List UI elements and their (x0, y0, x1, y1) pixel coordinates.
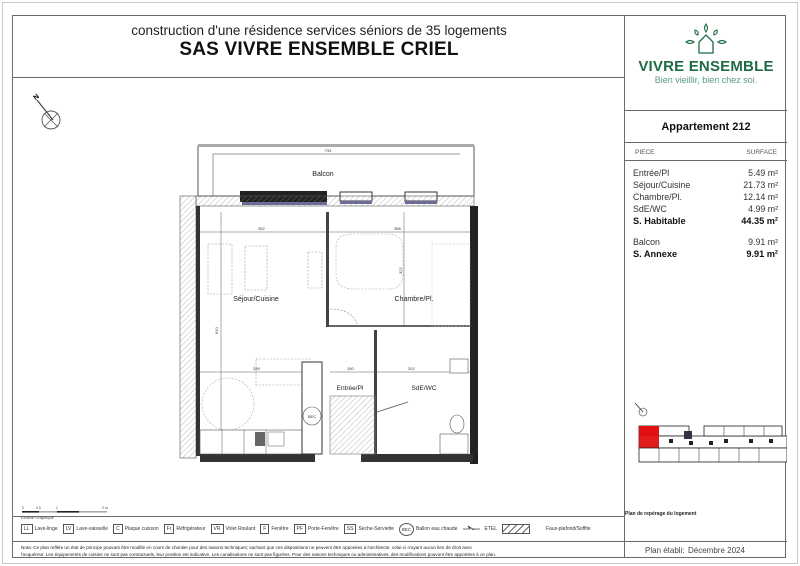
legend-code: PF (294, 524, 306, 534)
room-surface: 9.91 m² (748, 237, 778, 247)
habitable-label: S. Habitable (633, 216, 686, 226)
plan-date-block (625, 541, 787, 559)
legend-item-f (260, 524, 288, 534)
project-subtitle: construction d'une résidence services séniors de 35 logements (131, 23, 507, 38)
table-row (625, 168, 787, 180)
legend-label: Porte-Fenêtre (307, 526, 339, 532)
legend-code: LV (63, 524, 75, 534)
legend-code: LL (21, 524, 33, 534)
room-label-chambre: Chambre/Pl. (394, 296, 434, 303)
info-panel (625, 16, 787, 557)
legend-label: Ballon eau chaude (416, 526, 458, 532)
key-plan-caption: Plan de repérage du logement (625, 511, 697, 517)
north-arrow-small-icon (635, 403, 647, 416)
hatch-swatch-icon (502, 524, 530, 534)
room-name: SdE/WC (633, 204, 667, 214)
legend-label: Lave-linge (34, 526, 58, 532)
lightning-arrow-icon (462, 525, 482, 533)
room-label-entree: Entrée/Pl (336, 385, 364, 392)
legend-label: Lave-vaisselle (76, 526, 109, 532)
legend-label: Volet Roulant (225, 526, 256, 532)
north-arrow-icon (31, 90, 65, 134)
note-line-2: l'acquéreur. Les équipements de cuisine ne sont pas contractuels, leur position est indicative. Les canalisations ne sont pas figurées. Pour des raisons techniques ou administratives, des modifications pouvont être apportées à ce plan. (21, 551, 497, 557)
room-name: Balcon (633, 237, 660, 247)
dim-balcon-width: 733 (324, 148, 332, 153)
legend-label: Sèche-Serviette (358, 526, 395, 532)
note-line-1: Nota: Ce plan reflète un état de principe pouvant être modifié en cours de chantier pour des raisons techniques; sachant que ces dispositions ne peuvent être opposées à l'architecte, celui-ci n'ayant aucun lien de droit avec (21, 545, 472, 550)
legend-label: Plaque cuisson (124, 526, 159, 532)
dim-chambre-width: 358 (394, 226, 401, 231)
legend-item-ll (21, 524, 58, 534)
legend-label: Réfrigérateur (176, 526, 206, 532)
column-header-piece: PIECE (635, 149, 655, 156)
title-block (13, 16, 625, 78)
project-title: SAS VIVRE ENSEMBLE CRIEL (179, 39, 459, 60)
room-label-sde-wc: SdE/WC (411, 385, 437, 392)
legend-label: Faux-plafond/Soffite (546, 526, 591, 532)
legend-code: C (113, 524, 123, 534)
legend-item-c (113, 524, 159, 534)
legend-code: Fr (164, 524, 175, 534)
legend-item-ss (344, 524, 394, 534)
dim-entree-width: 150 (347, 366, 354, 371)
fixture-bec: BEC (307, 414, 317, 419)
scale-tick-2m: 2 m (102, 506, 108, 510)
plan-sheet (12, 15, 786, 558)
room-surface: 21.73 m² (743, 180, 778, 190)
svg-text:N: N (32, 93, 41, 102)
brand-tagline: Bien vieillir, bien chez soi. (654, 75, 758, 85)
table-row (625, 237, 787, 249)
legend-label: Fenêtre (271, 526, 289, 532)
legend-item-bec (399, 523, 457, 536)
habitable-value: 44.35 m² (741, 216, 778, 226)
dim-sejour-depth: 610 (214, 327, 219, 334)
location-key-plan (629, 401, 787, 471)
table-row (625, 192, 787, 204)
dim-sde-width: 202 (408, 366, 415, 371)
room-surface: 12.14 m² (743, 192, 778, 202)
dim-chambre-depth: 322 (398, 267, 403, 274)
brand-name: VIVRE ENSEMBLE (638, 58, 774, 75)
habitable-total-row (625, 216, 787, 228)
legend-item-fr (164, 524, 206, 534)
main-drawing-area (13, 16, 625, 557)
legend-code: F (260, 524, 269, 534)
room-surface: 5.49 m² (748, 168, 778, 178)
room-surface: 4.99 m² (748, 204, 778, 214)
legend-item-pf (294, 524, 339, 534)
column-header-surface: SURFACE (746, 149, 777, 156)
scale-caption: Echelle Graphique (21, 515, 54, 520)
surface-table (625, 168, 787, 261)
room-label-balcon: Balcon (312, 171, 334, 178)
room-name: Séjour/Cuisine (633, 180, 691, 190)
legend-code: BEC (399, 523, 414, 536)
scale-tick-1: 1 (56, 506, 58, 510)
dim-lower-left-width: 289 (253, 366, 260, 371)
legend-label: ETEL (484, 526, 497, 532)
legend (13, 516, 625, 541)
plan-date-value: Décembre 2024 (688, 546, 745, 555)
annexe-label: S. Annexe (633, 249, 678, 259)
table-row (625, 204, 787, 216)
legend-item-faux-plafond (502, 524, 591, 534)
dim-sejour-width: 352 (258, 226, 265, 231)
house-leaves-logo-icon (681, 22, 731, 56)
annexe-total-row (625, 249, 787, 261)
brand-logo (625, 16, 787, 111)
room-name: Entrée/Pl (633, 168, 670, 178)
annexe-value: 9.91 m² (746, 249, 778, 259)
plan-date-label: Plan établi: (645, 546, 685, 555)
table-row (625, 180, 787, 192)
apartment-title: Appartement 212 (625, 111, 787, 143)
legend-item-etel (462, 525, 497, 533)
room-name: Chambre/Pl. (633, 192, 682, 202)
scale-tick-0: 0 (22, 506, 24, 510)
floor-plan (178, 134, 478, 464)
legend-code: SS (344, 524, 357, 534)
legend-code: VR (211, 524, 224, 534)
scale-tick-0-5: 0.5 (36, 506, 41, 510)
legend-item-vr (211, 524, 256, 534)
room-label-sejour-cuisine: Séjour/Cuisine (233, 296, 279, 303)
legend-item-lv (63, 524, 108, 534)
surface-table-header (625, 143, 787, 161)
disclaimer-note (13, 541, 625, 559)
